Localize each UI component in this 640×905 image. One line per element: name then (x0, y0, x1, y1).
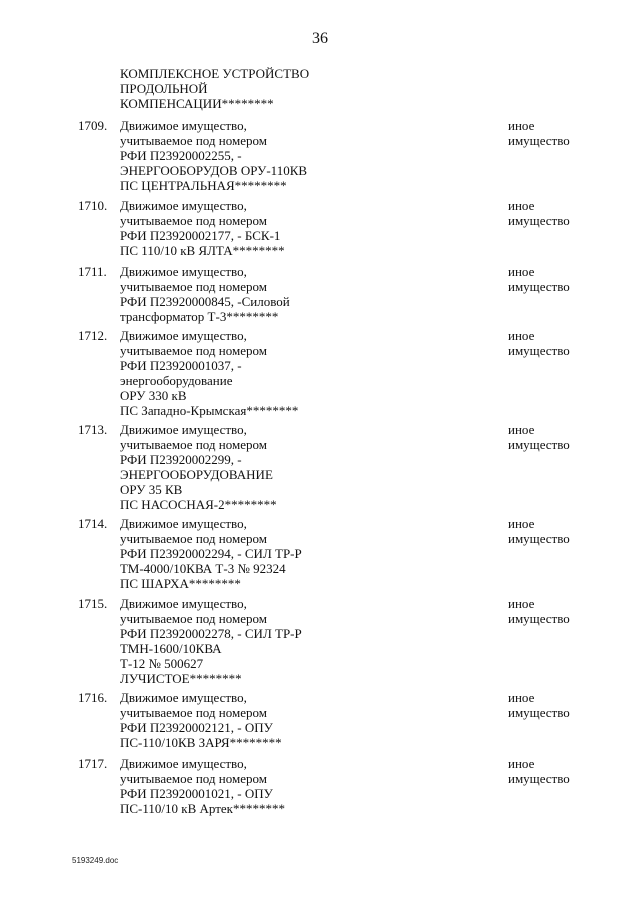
description-line: Движимое имущество, (120, 118, 247, 133)
carryover-line: КОМПЛЕКСНОЕ УСТРОЙСТВО (120, 66, 310, 81)
description-line: ПС НАСОСНАЯ-2******** (120, 497, 277, 512)
entry-description (120, 198, 285, 258)
entry-type (508, 596, 570, 626)
description-line: учитываемое под номером (120, 611, 267, 626)
description-line: ПС Западно-Крымская******** (120, 403, 299, 418)
entry-description (120, 264, 290, 324)
entry-number: 1711. (78, 264, 107, 279)
type-line: имущество (508, 705, 570, 720)
description-line: Движимое имущество, (120, 264, 247, 279)
type-line: имущество (508, 213, 570, 228)
type-line: иное (508, 422, 535, 437)
entry-number: 1717. (78, 756, 108, 771)
description-line: Движимое имущество, (120, 422, 247, 437)
type-line: имущество (508, 771, 570, 786)
type-line: иное (508, 690, 535, 705)
entry-description (120, 516, 302, 591)
description-line: РФИ П23920002278, - СИЛ ТР-Р (120, 626, 302, 641)
entry-description (120, 596, 302, 686)
description-line: Движимое имущество, (120, 198, 247, 213)
description-line: учитываемое под номером (120, 213, 267, 228)
entry-description (120, 422, 277, 512)
type-line: иное (508, 596, 535, 611)
description-line: ЭНЕРГООБОРУДОВАНИЕ (120, 467, 273, 482)
description-line: энергооборудование (120, 373, 233, 388)
description-line: трансформатор Т-3******** (120, 309, 279, 324)
page-number: 36 (312, 30, 328, 47)
description-line: учитываемое под номером (120, 133, 267, 148)
entry-type (508, 516, 570, 546)
description-line: ТМ-4000/10КВА Т-3 № 92324 (120, 561, 286, 576)
description-line: учитываемое под номером (120, 531, 267, 546)
entry-description (120, 118, 307, 193)
description-line: РФИ П23920002121, - ОПУ (120, 720, 273, 735)
entry-type (508, 422, 570, 452)
type-line: имущество (508, 437, 570, 452)
type-line: иное (508, 198, 535, 213)
description-line: РФИ П23920002177, - БСК-1 (120, 228, 281, 243)
description-line: Движимое имущество, (120, 516, 247, 531)
type-line: имущество (508, 531, 570, 546)
description-line: учитываемое под номером (120, 279, 267, 294)
carryover-description (120, 66, 309, 111)
entry-type (508, 118, 570, 148)
description-line: ПС 110/10 кВ ЯЛТА******** (120, 243, 285, 258)
entry-description (120, 756, 285, 816)
description-line: учитываемое под номером (120, 771, 267, 786)
description-line: ПС ШАРХА******** (120, 576, 241, 591)
description-line: Движимое имущество, (120, 756, 247, 771)
entry-type (508, 328, 570, 358)
description-line: Движимое имущество, (120, 690, 247, 705)
type-line: иное (508, 328, 535, 343)
type-line: иное (508, 516, 535, 531)
entry-description (120, 690, 282, 750)
carryover-line: ПРОДОЛЬНОЙ (120, 81, 208, 96)
entry-number: 1709. (78, 118, 108, 133)
description-line: ПС-110/10КВ ЗАРЯ******** (120, 735, 282, 750)
entry-number: 1710. (78, 198, 108, 213)
type-line: иное (508, 756, 535, 771)
entry-number: 1715. (78, 596, 108, 611)
entry-type (508, 690, 570, 720)
description-line: ОРУ 330 кВ (120, 388, 187, 403)
type-line: имущество (508, 133, 570, 148)
description-line: учитываемое под номером (120, 343, 267, 358)
entry-number: 1712. (78, 328, 108, 343)
description-line: ЛУЧИСТОЕ******** (120, 671, 242, 686)
type-line: имущество (508, 343, 570, 358)
type-line: иное (508, 118, 535, 133)
type-line: иное (508, 264, 535, 279)
description-line: ПС ЦЕНТРАЛЬНАЯ******** (120, 178, 287, 193)
entry-number: 1713. (78, 422, 108, 437)
description-line: РФИ П23920002255, - (120, 148, 242, 163)
description-line: ПС-110/10 кВ Артек******** (120, 801, 285, 816)
entry-type (508, 198, 570, 228)
description-line: РФИ П23920000845, -Силовой (120, 294, 290, 309)
entry-type (508, 264, 570, 294)
description-line: учитываемое под номером (120, 705, 267, 720)
description-line: РФИ П23920001021, - ОПУ (120, 786, 273, 801)
footer-filename: 5193249.doc (72, 856, 119, 865)
type-line: имущество (508, 611, 570, 626)
description-line: Т-12 № 500627 (120, 656, 204, 671)
description-line: учитываемое под номером (120, 437, 267, 452)
description-line: ТМН-1600/10КВА (120, 641, 222, 656)
carryover-line: КОМПЕНСАЦИИ******** (120, 96, 274, 111)
description-line: РФИ П23920002299, - (120, 452, 242, 467)
entry-description (120, 328, 298, 418)
description-line: ОРУ 35 КВ (120, 482, 183, 497)
description-line: ЭНЕРГООБОРУДОВ ОРУ-110КВ (120, 163, 308, 178)
description-line: Движимое имущество, (120, 328, 247, 343)
description-line: РФИ П23920002294, - СИЛ ТР-Р (120, 546, 302, 561)
type-line: имущество (508, 279, 570, 294)
entry-number: 1716. (78, 690, 108, 705)
entry-type (508, 756, 570, 786)
entry-number: 1714. (78, 516, 108, 531)
description-line: РФИ П23920001037, - (120, 358, 242, 373)
description-line: Движимое имущество, (120, 596, 247, 611)
